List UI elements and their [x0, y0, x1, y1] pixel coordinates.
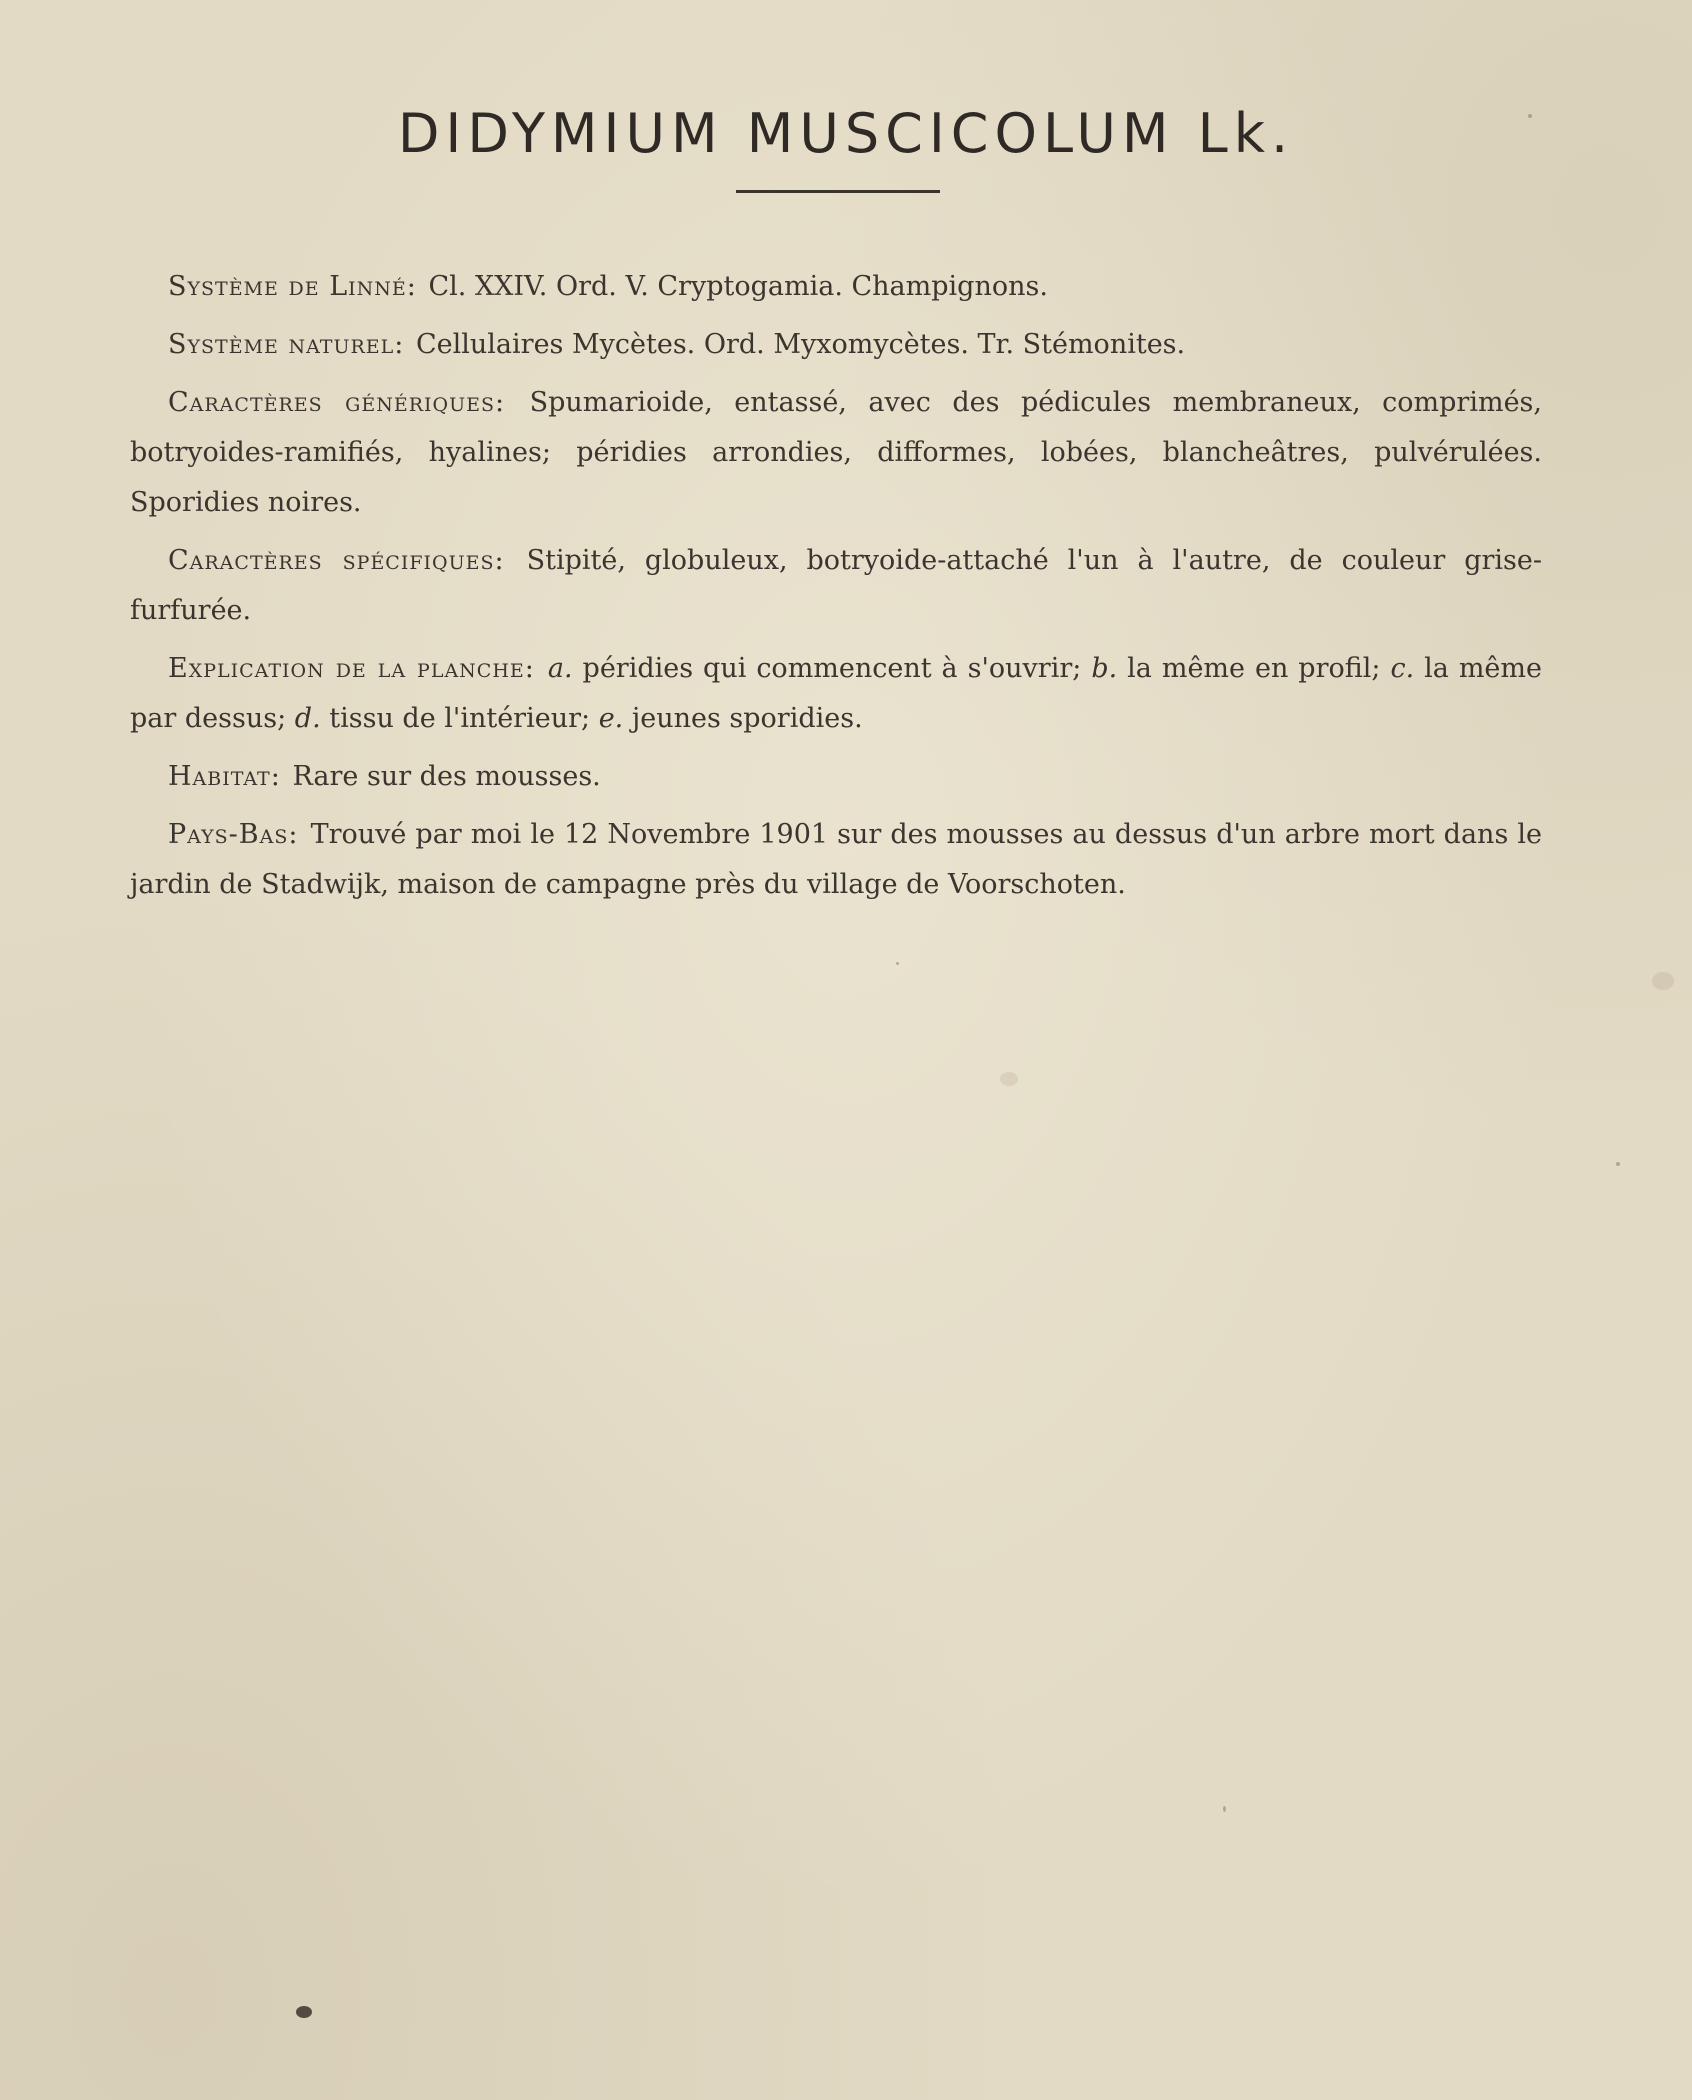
label-separator: : — [394, 329, 404, 360]
paragraph-text: Trouvé par moi le 12 Novembre 1901 sur des mousses au dessus d'un arbre mort dans le jardin de Stadwijk, maison de campagne près du village de Voorschoten. — [130, 819, 1542, 900]
paragraph-label: Caractères spécifiques — [168, 545, 495, 576]
paragraph-label: Système de Linné — [168, 271, 407, 302]
paragraph-label: Pays-Bas — [168, 819, 289, 850]
paragraph-explication — [130, 644, 1542, 744]
paragraph-text: Stipité, globuleux, botryoide-attaché l'un à l'autre, de couleur grise-furfurée. — [130, 545, 1543, 626]
paragraph-label: Explication de la planche — [168, 653, 525, 684]
paragraph-linne — [130, 262, 1542, 312]
page-title: DIDYMIUM MUSCICOLUM Lk. — [397, 102, 1295, 166]
plate-letter-c: c. — [1390, 653, 1415, 684]
paragraph-specifiques — [130, 536, 1542, 636]
paragraph-label: Habitat — [168, 761, 271, 792]
paragraph-text: Spumarioide, entassé, avec des pédicules membraneux, comprimés, botryoides-ramifiés, hyalines; péridies arrondies, difformes, lobées, blancheâtres, pulvérulées. Sporidies noires. — [130, 387, 1542, 518]
paragraph-label: Système naturel — [168, 329, 395, 360]
plate-letter-a: a. — [547, 653, 573, 684]
paper-spot — [1000, 1072, 1018, 1086]
label-separator: : — [270, 761, 280, 792]
paragraph-naturel — [130, 320, 1542, 370]
plate-text-d: tissu de l'intérieur; — [329, 703, 591, 734]
plate-letter-e: e. — [598, 703, 624, 734]
description-body — [130, 262, 1542, 918]
label-separator: : — [288, 819, 298, 850]
title-divider — [736, 190, 940, 193]
paragraph-text: Cl. XXIV. Ord. V. Cryptogamia. Champignons. — [428, 271, 1048, 302]
plate-letter-d: d. — [294, 703, 321, 734]
paragraph-paysbas — [130, 810, 1542, 910]
paragraph-generiques — [130, 378, 1542, 528]
paper-spot — [1652, 972, 1674, 990]
label-separator: : — [495, 387, 505, 418]
paper-spot — [296, 2006, 312, 2018]
plate-text-b: la même en profil; — [1127, 653, 1381, 684]
label-separator: : — [524, 653, 534, 684]
plate-letter-b: b. — [1091, 653, 1118, 684]
paper-spot — [896, 962, 899, 965]
paragraph-label: Caractères génériques — [168, 387, 496, 418]
paper-spot — [1528, 114, 1532, 118]
paragraph-text: Cellulaires Mycètes. Ord. Myxomycètes. Tr. Stémonites. — [416, 329, 1186, 360]
paragraph-habitat — [130, 752, 1542, 802]
plate-text-a: péridies qui commencent à s'ouvrir; — [582, 653, 1082, 684]
label-separator: : — [494, 545, 504, 576]
label-separator: : — [406, 271, 416, 302]
plate-text-e: jeunes sporidies. — [631, 703, 863, 734]
paper-spot — [1616, 1162, 1620, 1166]
paragraph-text: Rare sur des mousses. — [292, 761, 601, 792]
plate-text-c: la même par dessus; — [130, 653, 1542, 734]
paper-spot — [1223, 1806, 1226, 1812]
